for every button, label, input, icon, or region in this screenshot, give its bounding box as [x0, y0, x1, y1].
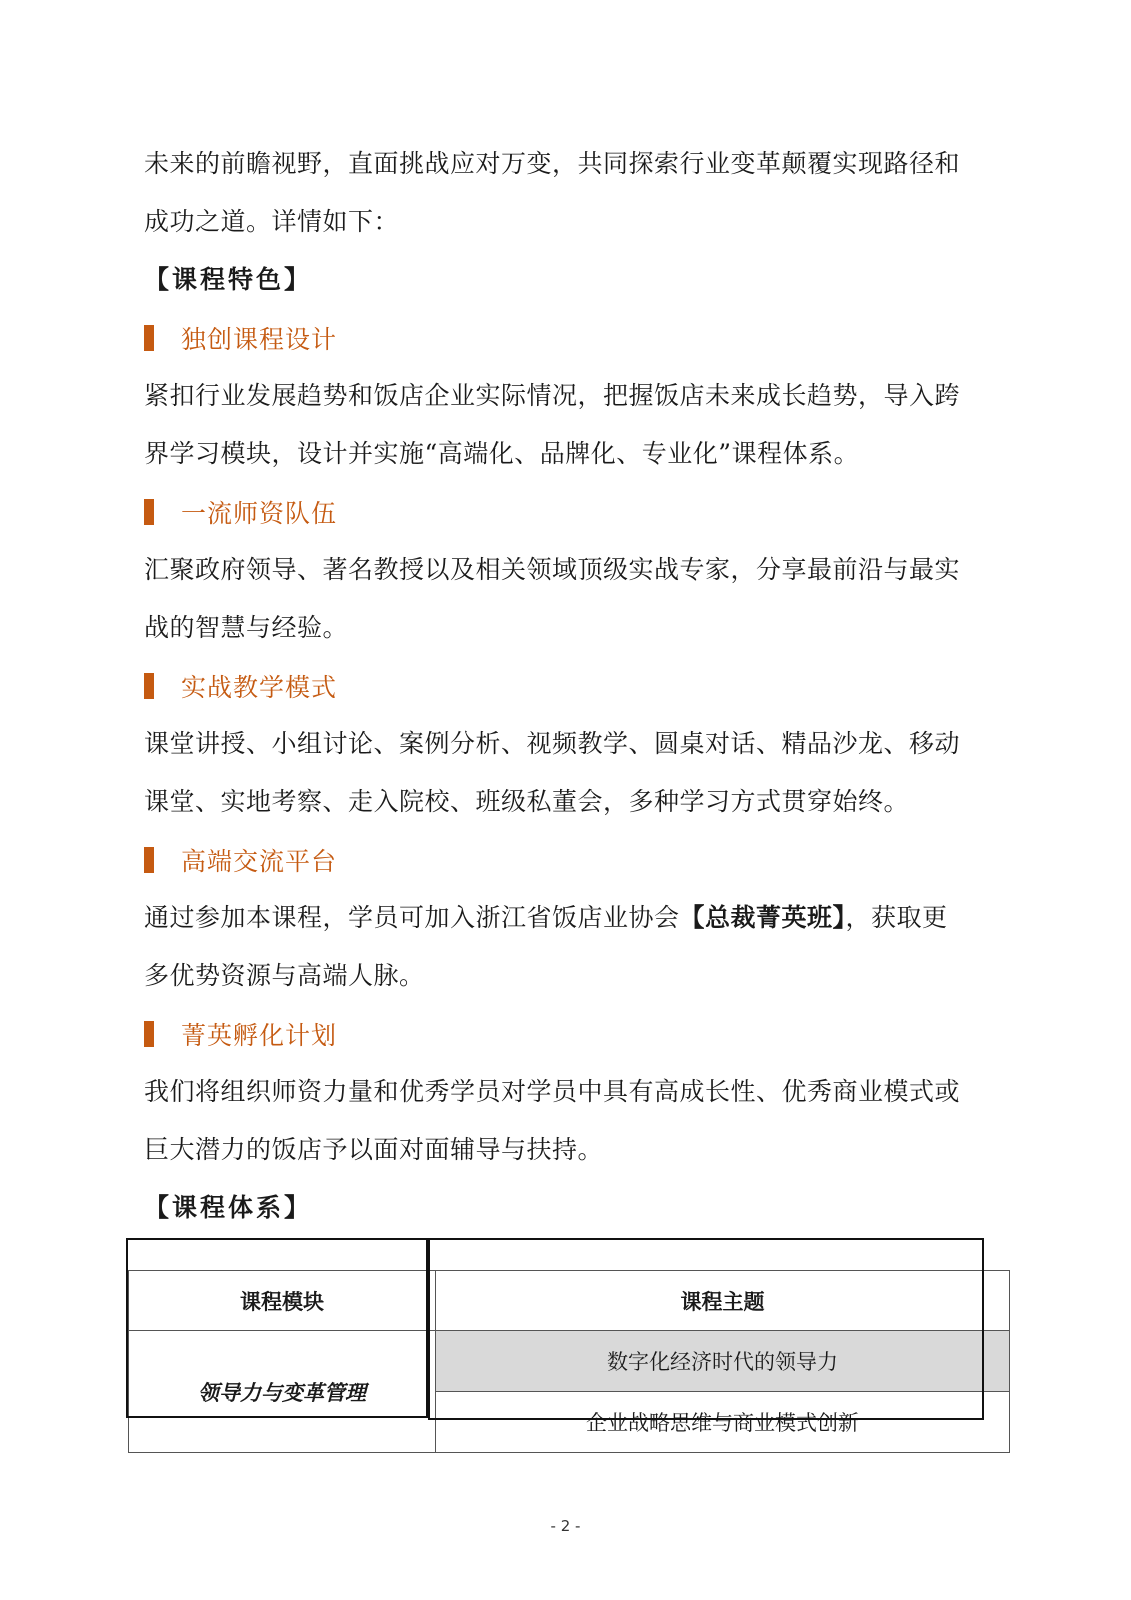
feature-text-part: ，获取更 — [845, 903, 948, 932]
feature-text-line: 汇聚政府领导、著名教授以及相关领域顶级实战专家，分享最前沿与最实 — [144, 555, 961, 584]
bullet-bar-icon — [144, 847, 154, 873]
feature-text-line: 巨大潜力的饭店予以面对面辅导与扶持。 — [144, 1135, 604, 1164]
feature-text-line: 我们将组织师资力量和优秀学员对学员中具有高成长性、优秀商业模式或 — [144, 1077, 961, 1106]
header-module-cell: 课程模块 — [129, 1271, 436, 1331]
class-name-highlight: 【总裁菁英班】 — [679, 903, 846, 932]
features-section-title: 【课程特色】 — [144, 265, 313, 294]
module-cell: 领导力与变革管理 — [129, 1331, 436, 1453]
feature-heading-4 — [144, 843, 337, 877]
feature-title: 菁英孵化计划 — [181, 1021, 338, 1050]
feature-title: 一流师资队伍 — [181, 499, 338, 528]
feature-title: 实战教学模式 — [181, 673, 338, 702]
header-topic-cell: 课程主题 — [436, 1271, 1010, 1331]
table-row — [129, 1331, 1010, 1392]
course-table — [128, 1270, 1010, 1453]
bullet-bar-icon — [144, 673, 154, 699]
bullet-bar-icon — [144, 325, 154, 351]
topic-cell: 数字化经济时代的领导力 — [436, 1331, 1010, 1392]
bullet-bar-icon — [144, 1021, 154, 1047]
course-system-title: 【课程体系】 — [144, 1193, 313, 1222]
intro-line-1: 未来的前瞻视野，直面挑战应对万变，共同探索行业变革颠覆实现路径和 — [144, 149, 961, 178]
feature-text-line: 课堂讲授、小组讨论、案例分析、视频教学、圆桌对话、精品沙龙、移动 — [144, 729, 961, 758]
feature-heading-3 — [144, 669, 337, 703]
feature-text-line: 战的智慧与经验。 — [144, 613, 349, 642]
feature-text-line: 多优势资源与高端人脉。 — [144, 961, 425, 990]
feature-text-line — [144, 901, 994, 935]
feature-text-line: 紧扣行业发展趋势和饭店企业实际情况，把握饭店未来成长趋势，导入跨 — [144, 381, 961, 410]
feature-title: 高端交流平台 — [181, 847, 338, 876]
bullet-bar-icon — [144, 499, 154, 525]
feature-text-line: 课堂、实地考察、走入院校、班级私董会，多种学习方式贯穿始终。 — [144, 787, 910, 816]
feature-heading-2 — [144, 495, 337, 529]
feature-text-part: 通过参加本课程，学员可加入浙江省饭店业协会 — [144, 903, 680, 932]
feature-text-line: 界学习模块，设计并实施“高端化、品牌化、专业化”课程体系。 — [144, 439, 860, 468]
feature-heading-5 — [144, 1017, 337, 1051]
feature-title: 独创课程设计 — [181, 325, 338, 354]
page-number: - 2 - — [550, 1517, 581, 1535]
intro-line-2: 成功之道。详情如下： — [144, 207, 400, 236]
topic-cell: 企业战略思维与商业模式创新 — [436, 1392, 1010, 1453]
table-header-row — [129, 1271, 1010, 1331]
feature-heading-1 — [144, 321, 337, 355]
